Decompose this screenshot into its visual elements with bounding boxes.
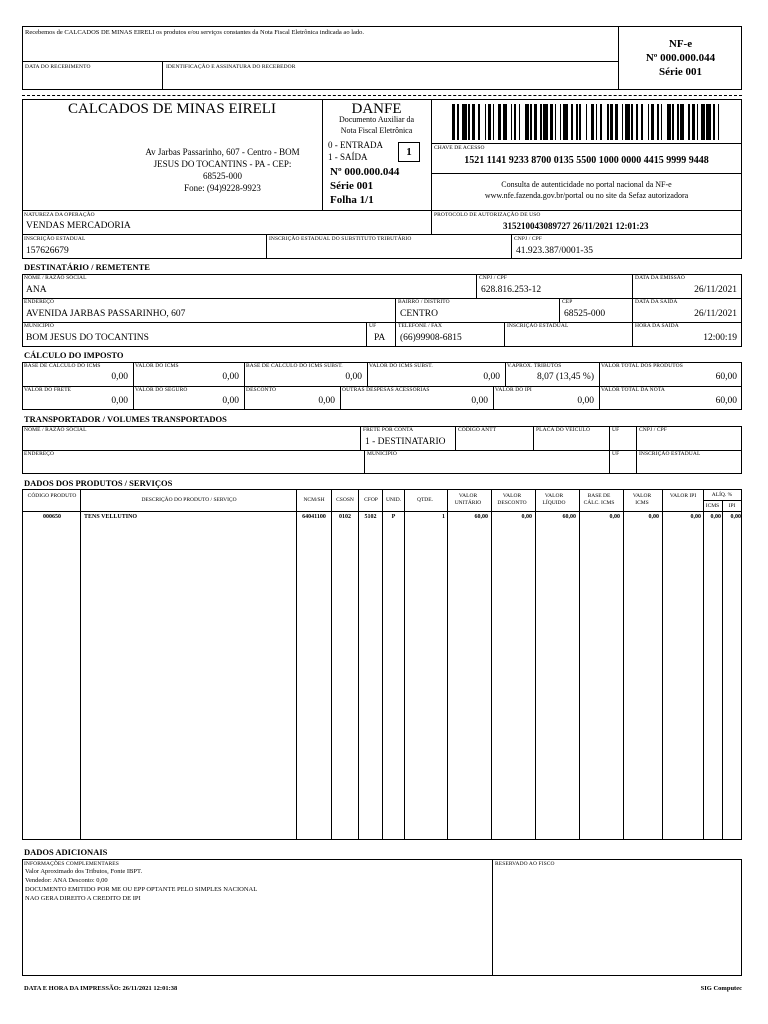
dest-uf-label: UF <box>369 323 377 329</box>
info-linha: Valor Aproximado dos Tributos, Fonte IBPT. <box>25 868 143 875</box>
col-vicms: VALOR ICMS <box>632 493 652 506</box>
col-unid: UNID. <box>385 497 402 503</box>
dest-fone-label: TELEFONE / FAX <box>398 323 443 329</box>
imposto-value: 0,00 <box>111 372 128 382</box>
consulta-1: Consulta de autenticidade no portal nacional da NF-e <box>501 180 672 189</box>
dest-nome-label: NOME / RAZÃO SOCIAL <box>24 275 87 281</box>
table-cell: 1 <box>442 514 445 520</box>
fisco-label: RESERVADO AO FISCO <box>495 861 555 867</box>
data-recebimento-label: DATA DO RECEBIMENTO <box>25 64 91 70</box>
col-ncm: NCM/SH <box>303 497 325 503</box>
imposto-value: 0,00 <box>577 396 594 406</box>
col-cfop: CFOP <box>364 497 378 503</box>
dest-municipio-label: MUNICÍPIO <box>24 323 54 329</box>
imposto-section: CÁLCULO DO IMPOSTO <box>24 350 124 360</box>
imposto-label: V.APROX. TRIBUTOS <box>507 363 562 369</box>
impressao: DATA E HORA DA IMPRESSÃO: 26/11/2021 12:01:38 <box>24 985 178 992</box>
imposto-label: BASE DE CÁLCULO DO ICMS SUBST. <box>246 363 343 369</box>
table-cell: 0,00 <box>648 514 659 520</box>
dest-fone: (66)99908-6815 <box>400 333 462 343</box>
dest-municipio: BOM JESUS DO TOCANTINS <box>26 333 149 343</box>
dest-emissao-label: DATA DA EMISSÃO <box>635 275 685 281</box>
dest-bairro: CENTRO <box>400 309 438 319</box>
transp-uf-label: UF <box>612 427 620 433</box>
col-desconto: VALOR DESCONTO <box>497 493 527 506</box>
cnpj-emit-value: 41.923.387/0001-35 <box>516 246 594 256</box>
table-cell: 0,00 <box>690 514 701 520</box>
table-cell: 0,00 <box>521 514 532 520</box>
adicionais-section: DADOS ADICIONAIS <box>24 847 108 857</box>
dest-emissao: 26/11/2021 <box>694 285 737 295</box>
imposto-label: VALOR TOTAL DA NOTA <box>601 387 665 393</box>
danfe-entrada: 0 - ENTRADA <box>328 140 383 150</box>
col-aliq: ALÍQ. % <box>711 492 733 498</box>
transp-cnpj-label: CNPJ / CPF <box>639 427 667 433</box>
emitente-fone: Fone: (94)9228-9923 <box>184 183 261 193</box>
imposto-label: OUTRAS DESPESAS ACESSÓRIAS <box>342 387 430 393</box>
table-cell: P <box>391 514 396 520</box>
emitente-nome: CALCADOS DE MINAS EIRELI <box>68 101 276 117</box>
destinatario-section: DESTINATÁRIO / REMETENTE <box>24 262 150 272</box>
danfe-sub1: Documento Auxiliar da <box>338 115 415 124</box>
dest-endereco-label: ENDEREÇO <box>24 299 55 305</box>
imposto-label: DESCONTO <box>246 387 277 393</box>
chave-value: 1521 1141 9233 8700 0135 5500 1000 0000 4415 9999 9448 <box>464 155 709 166</box>
dest-cep: 68525-000 <box>564 309 606 319</box>
natureza-label: NATUREZA DA OPERAÇÃO <box>24 212 95 218</box>
table-cell: 60,00 <box>562 514 576 520</box>
protocolo-label: PROTOCOLO DE AUTORIZAÇÃO DE USO <box>434 212 541 218</box>
imposto-label: VALOR DO IPI <box>495 387 532 393</box>
inscricao-label: INSCRIÇÃO ESTADUAL <box>24 236 86 242</box>
dest-hora-label: HORA DA SAÍDA <box>635 323 679 329</box>
table-cell: 0102 <box>339 514 351 520</box>
canhoto-numero: Nº 000.000.044 <box>645 52 716 64</box>
table-cell: 0,00 <box>710 514 721 520</box>
transp-frete: 1 - DESTINATARIO <box>365 437 446 447</box>
table-cell: 64041100 <box>302 514 326 520</box>
info-label: INFORMAÇÕES COMPLEMENTARES <box>24 861 119 867</box>
dest-hora: 12:00:19 <box>703 333 737 343</box>
imposto-label: VALOR DO FRETE <box>24 387 72 393</box>
chave-label: CHAVE DE ACESSO <box>434 145 485 151</box>
danfe-title: DANFE <box>351 101 402 117</box>
col-unitario: VALOR UNITÁRIO <box>454 493 482 506</box>
imposto-value: 60,00 <box>715 372 737 382</box>
imposto-value: 0,00 <box>222 372 239 382</box>
software: SIG Computec <box>700 985 742 992</box>
imposto-value: 0,00 <box>318 396 335 406</box>
canhoto-nfe-label: NF-e <box>668 38 693 50</box>
danfe-sub2: Nota Fiscal Eletrônica <box>340 126 413 135</box>
danfe-serie: Série 001 <box>330 180 374 192</box>
table-cell: 60,00 <box>474 514 488 520</box>
imposto-label: VALOR DO ICMS SUBST. <box>369 363 433 369</box>
dest-cnpj-label: CNPJ / CPF <box>479 275 507 281</box>
imposto-value: 60,00 <box>715 396 737 406</box>
dest-ie-label: INSCRIÇÃO ESTADUAL <box>507 323 569 329</box>
dest-saida: 26/11/2021 <box>694 309 737 319</box>
col-base: BASE DE CÁLC. ICMS <box>583 493 615 506</box>
danfe-saida: 1 - SAÍDA <box>328 152 368 162</box>
consulta-2: www.nfe.fazenda.gov.br/portal ou no site da Sefaz autorizadora <box>484 191 689 200</box>
info-linha: DOCUMENTO EMITIDO POR ME OU EPP OPTANTE PELO SIMPLES NACIONAL <box>25 886 258 893</box>
transp-frete-label: FRETE POR CONTA <box>363 427 414 433</box>
col-csosn: CSOSN <box>336 497 354 503</box>
transp-uf2-label: UF <box>612 451 620 457</box>
dest-uf: PA <box>374 333 386 343</box>
table-cell: 000650 <box>43 514 61 520</box>
imposto-value: 0,00 <box>345 372 362 382</box>
imposto-label: VALOR TOTAL DOS PRODUTOS <box>601 363 683 369</box>
protocolo-value: 315210043089727 26/11/2021 12:01:23 <box>503 221 649 231</box>
transp-antt-label: CÓDIGO ANTT <box>458 427 497 433</box>
col-descricao: DESCRIÇÃO DO PRODUTO / SERVIÇO <box>141 497 237 503</box>
emitente-endereco-3: 68525-000 <box>203 171 242 181</box>
danfe-numero: Nº 000.000.044 <box>330 166 400 178</box>
natureza-value: VENDAS MERCADORIA <box>26 221 131 231</box>
inscricao-value: 157626679 <box>26 246 69 256</box>
emitente-endereco-1: Av Jarbas Passarinho, 607 - Centro - BOM <box>145 147 300 157</box>
col-codigo: CÓDIGO PRODUTO <box>27 493 77 499</box>
transp-nome-label: NOME / RAZÃO SOCIAL <box>24 427 87 433</box>
danfe-tipo: 1 <box>398 142 420 162</box>
canhoto-serie: Série 001 <box>658 66 703 78</box>
imposto-value: 8,07 (13,45 %) <box>537 372 594 382</box>
info-linha: NAO GERA DIREITO A CREDITO DE IPI <box>25 895 141 902</box>
col-vipi: VALOR IPI <box>669 493 697 499</box>
dest-cnpj: 628.816.253-12 <box>481 285 542 295</box>
col-aliq-ipi: IPI <box>728 503 736 509</box>
cut-line <box>22 95 742 96</box>
imposto-value: 0,00 <box>222 396 239 406</box>
dest-saida-label: DATA DA SAÍDA <box>635 299 678 305</box>
col-qtde: QTDE. <box>416 497 434 503</box>
transp-endereco-label: ENDEREÇO <box>24 451 55 457</box>
barcode <box>452 104 724 140</box>
canhoto-text: Recebemos de CALCADOS DE MINAS EIRELI os produtos e/ou serviços constantes da Nota Fiscal Eletrônica indicada ao lado. <box>25 29 365 36</box>
imposto-label: BASE DE CÁLCULO DO ICMS <box>24 363 101 369</box>
transp-placa-label: PLACA DO VEÍCULO <box>536 427 591 433</box>
table-cell: TENS VELLUTINO <box>84 514 138 520</box>
imposto-value: 0,00 <box>471 396 488 406</box>
imposto-label: VALOR DO SEGURO <box>135 387 188 393</box>
dest-cep-label: CEP <box>562 299 573 305</box>
imposto-value: 0,00 <box>111 396 128 406</box>
transp-ie-label: INSCRIÇÃO ESTADUAL <box>639 451 701 457</box>
table-cell: 0,00 <box>609 514 620 520</box>
dest-bairro-label: BAIRRO / DISTRITO <box>398 299 450 305</box>
dest-nome: ANA <box>26 285 47 295</box>
col-aliq-icms: ICMS <box>705 503 720 509</box>
transp-municipio-label: MUNICÍPIO <box>367 451 397 457</box>
imposto-label: VALOR DO ICMS <box>135 363 179 369</box>
identificacao-label: IDENTIFICAÇÃO E ASSINATURA DO RECEBEDOR <box>166 64 296 70</box>
adicionais-box <box>22 859 742 976</box>
dest-endereco: AVENIDA JARBAS PASSARINHO, 607 <box>26 309 186 319</box>
info-linha: Vendedor: ANA Desconto: 0,00 <box>25 877 108 884</box>
table-cell: 0,00 <box>730 514 741 520</box>
imposto-value: 0,00 <box>483 372 500 382</box>
table-cell: 5102 <box>364 514 377 520</box>
inscricao-st-label: INSCRIÇÃO ESTADUAL DO SUBSTITUTO TRIBUTÁRIO <box>269 236 412 242</box>
col-liquido: VALOR LÍQUIDO <box>542 493 566 506</box>
danfe-folha: Folha 1/1 <box>330 194 374 206</box>
transportador-section: TRANSPORTADOR / VOLUMES TRANSPORTADOS <box>24 414 227 424</box>
produtos-section: DADOS DOS PRODUTOS / SERVIÇOS <box>24 478 173 488</box>
emitente-endereco-2: JESUS DO TOCANTINS - PA - CEP: <box>153 159 292 169</box>
cnpj-emit-label: CNPJ / CPF <box>514 236 542 242</box>
